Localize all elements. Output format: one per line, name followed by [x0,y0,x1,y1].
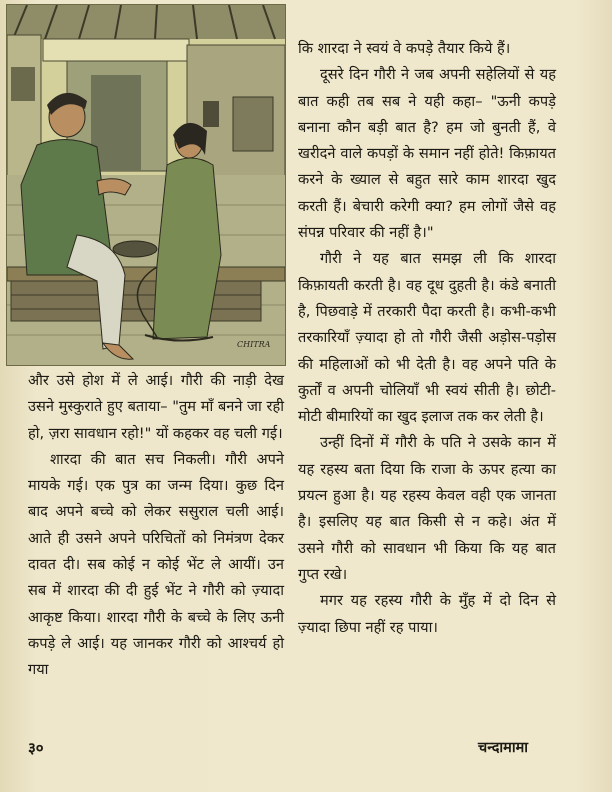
right-text-column [298,36,556,641]
man-and-woman-seated-illustration [7,5,285,365]
paragraph: दूसरे दिन गौरी ने जब अपनी सहेलियों से यह बात कही तब सब ने यही कहा– "ऊनी कपड़े बनाना कौन बड़ी बात है? हम जो बुनती हैं, वे खरीदने वाले कपड़ों के समान नहीं होते! किफ़ायत करने के ख्याल से बहुत सारे काम शारदा खुद करती हैं। बेचारी करेगी क्या? हम लोगों जैसे वह संपन्न परिवार की नहीं है।" [298,66,556,242]
artist-signature: CHITRA [237,340,271,349]
paragraph: गौरी ने यह बात समझ ली कि शारदा किफ़ायती करती है। वह दूध दुहती है। कंडे बनाती है, पिछवाड़े में तरकारी पैदा करती है। कभी-कभी तरकारियाँ ज़्यादा हो तो गौरी जैसी अड़ोस-पड़ोस की महिलाओं को भी देती है। वह अपने पति के कुर्तों व अपनी चोलियाँ भी स्वयं सीती है। छोटी-मोटी बीमारियों का खुद इलाज तक कर लेती है। [298,250,556,426]
story-illustration [6,4,286,366]
left-text-column [28,368,284,684]
paragraph: और उसे होश में ले आई। गौरी की नाड़ी देख उसने मुस्कुराते हुए बताया– "तुम माँ बनने जा रही हो, ज़रा सावधान रहो!" यों कहकर वह चली गई। [28,372,284,442]
paragraph: कि शारदा ने स्वयं वे कपड़े तैयार किये हैं। [298,40,511,57]
paragraph: शारदा की बात सच निकली। गौरी अपने मायके गई। एक पुत्र का जन्म दिया। कुछ दिन बाद अपने बच्चे को लेकर ससुराल चली आई। आते ही उसने अपने परिचितों को निमंत्रण देकर दावत दी। सब कोई न कोई भेंट ले आयीं। उन सब में शारदा की दी हुई भेंट ने गौरी को ज़्यादा आकृष्ट किया। शारदा गौरी के बच्चे के लिए ऊनी कपड़े ले आई। यह जानकर गौरी को आश्चर्य हो गया [28,450,284,679]
magazine-name: चन्दामामा [478,740,528,756]
paragraph: उन्हीं दिनों में गौरी के पति ने उसके कान में यह रहस्य बता दिया कि राजा के ऊपर हत्या का प्रयत्न हुआ है। यह रहस्य केवल वही एक जानता है। इसलिए यह बात किसी से न कहे। अंत में उसने गौरी को सावधान भी किया कि यह बात गुप्त रखे। [298,434,556,583]
page-number: ३० [28,739,44,757]
paragraph: मगर यह रहस्य गौरी के मुँह में दो दिन से ज़्यादा छिपा नहीं रह पाया। [298,592,556,636]
